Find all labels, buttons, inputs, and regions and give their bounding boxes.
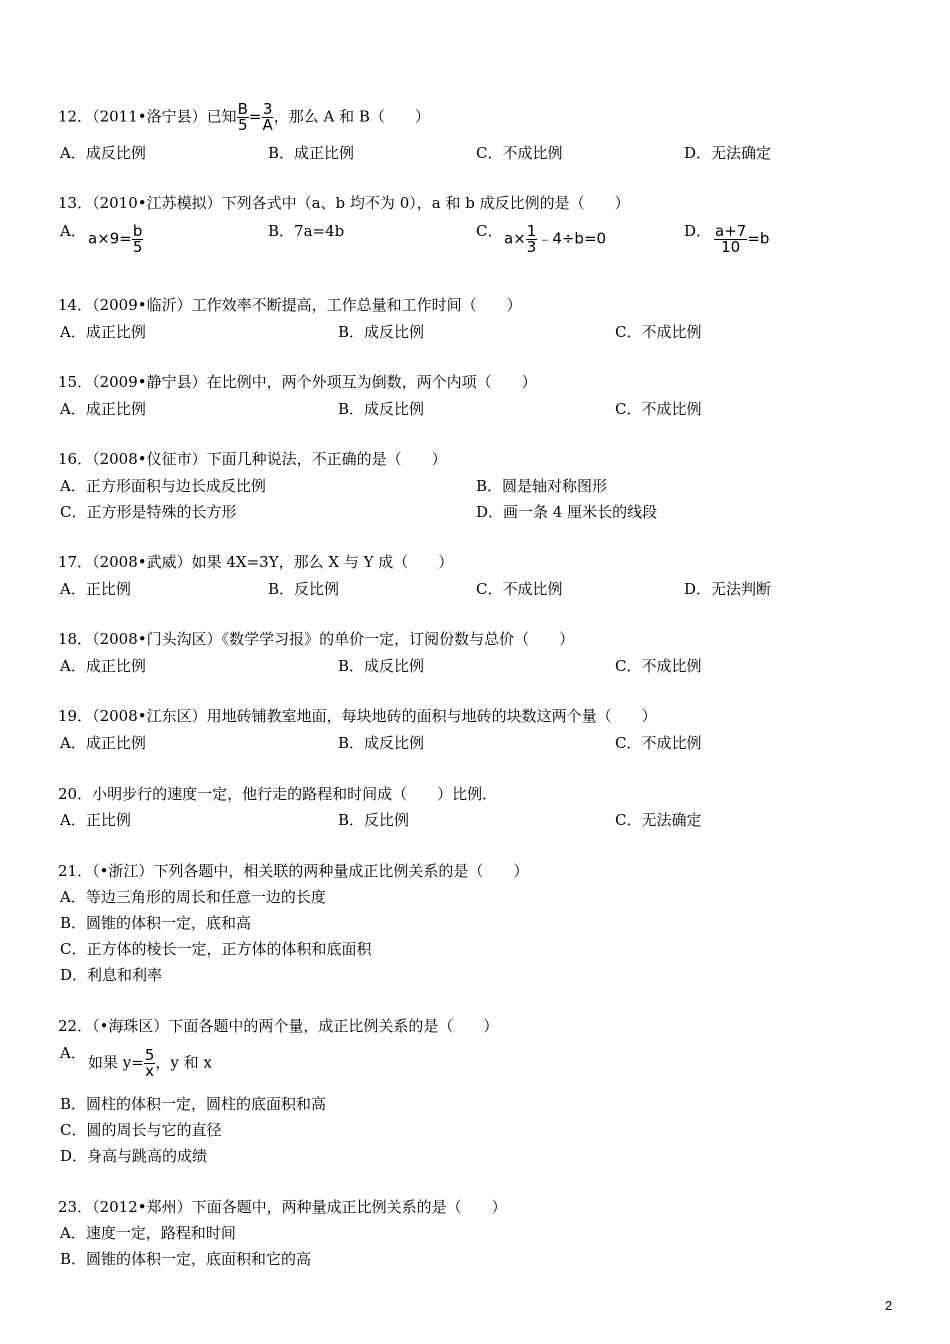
q21-option-d[interactable]: D．利息和利率 — [60, 966, 163, 984]
q20-option-c[interactable]: C．无法确定 — [615, 811, 702, 829]
q15-option-b[interactable]: B．成反比例 — [338, 400, 425, 418]
q22-option-d[interactable]: D．身高与跳高的成绩 — [60, 1147, 208, 1165]
q18-option-b[interactable]: B．成反比例 — [338, 657, 425, 675]
q19-option-c[interactable]: C．不成比例 — [615, 734, 702, 752]
q22-option-a-label[interactable]: A． — [60, 1044, 86, 1062]
fraction-numerator: b — [132, 222, 143, 240]
fraction-numerator: 1 — [526, 222, 537, 240]
question-21-stem: 21．（•浙江）下列各题中，相关联的两种量成正比例关系的是（ ） — [58, 862, 529, 880]
q19-option-a[interactable]: A．成正比例 — [60, 734, 146, 752]
question-13-stem: 13．（2010•江苏模拟）下列各式中（a、b 均不为 0），a 和 b 成反比例的是（ ） — [58, 194, 630, 212]
question-22-stem: 22．（•海珠区）下面各题中的两个量，成正比例关系的是（ ） — [58, 1017, 499, 1035]
q17-option-b[interactable]: B．反比例 — [268, 580, 340, 598]
q22-option-b[interactable]: B．圆柱的体积一定，圆柱的底面积和高 — [60, 1095, 327, 1113]
q17-option-a[interactable]: A．正比例 — [60, 580, 131, 598]
question-14-stem: 14．（2009•临沂）工作效率不断提高，工作总量和工作时间（ ） — [58, 296, 522, 314]
q13-option-b[interactable]: B．7a=4b — [268, 222, 345, 240]
fraction-denominator: x — [145, 1062, 155, 1080]
expression-text: a× — [504, 229, 526, 248]
expression-text: a×9= — [88, 229, 132, 248]
question-18-stem: 18．（2008•门头沟区）《数学学习报》的单价一定，订阅份数与总价（ ） — [58, 630, 575, 648]
expression-text: ，y 和 x — [155, 1053, 212, 1072]
q13-option-a-label[interactable]: A． — [60, 222, 86, 240]
q12-option-a[interactable]: A．成反比例 — [60, 144, 146, 162]
q16-option-c[interactable]: C．正方形是特殊的长方形 — [60, 503, 237, 521]
question-23-stem: 23．（2012•郑州）下面各题中，两种量成正比例关系的是（ ） — [58, 1198, 507, 1216]
page-number: 2 — [885, 1298, 893, 1313]
fraction-a-plus-7-over-10 — [714, 224, 747, 255]
q23-option-a[interactable]: A．速度一定，路程和时间 — [60, 1224, 236, 1242]
question-12-text-a: 12．（2011•洛宁县）已知 — [58, 107, 237, 126]
q13-option-c-expression[interactable] — [504, 224, 606, 255]
fraction-b-over-5 — [237, 102, 249, 133]
question-12-stem — [58, 102, 430, 133]
q15-option-c[interactable]: C．不成比例 — [615, 400, 702, 418]
equals-sign: = — [248, 107, 262, 126]
q21-option-a[interactable]: A．等边三角形的周长和任意一边的长度 — [60, 888, 326, 906]
q12-option-d[interactable]: D．无法确定 — [684, 144, 772, 162]
fraction-denominator: 3 — [526, 238, 537, 256]
q12-option-c[interactable]: C．不成比例 — [476, 144, 563, 162]
q18-option-a[interactable]: A．成正比例 — [60, 657, 146, 675]
q13-option-d-expression[interactable] — [714, 224, 769, 255]
fraction-denominator: A — [262, 116, 273, 134]
expression-text: =b — [747, 229, 770, 248]
fraction-denominator: 5 — [132, 238, 143, 256]
q18-option-c[interactable]: C．不成比例 — [615, 657, 702, 675]
fraction-denominator: 10 — [721, 238, 741, 256]
q14-option-b[interactable]: B．成反比例 — [338, 323, 425, 341]
q23-option-b[interactable]: B．圆锥的体积一定，底面积和它的高 — [60, 1250, 312, 1268]
q15-option-a[interactable]: A．成正比例 — [60, 400, 146, 418]
q22-option-c[interactable]: C．圆的周长与它的直径 — [60, 1121, 222, 1139]
fraction-numerator: B — [237, 100, 248, 118]
q12-option-b[interactable]: B．成正比例 — [268, 144, 355, 162]
q16-option-b[interactable]: B．圆是轴对称图形 — [476, 477, 608, 495]
fraction-5-over-x — [144, 1048, 156, 1079]
expression-text: ﹣4÷b=0 — [537, 229, 607, 248]
fraction-b-over-5 — [132, 224, 144, 255]
q17-option-d[interactable]: D．无法判断 — [684, 580, 772, 598]
q21-option-b[interactable]: B．圆锥的体积一定，底和高 — [60, 914, 252, 932]
q20-option-a[interactable]: A．正比例 — [60, 811, 131, 829]
question-12-text-b: ，那么 A 和 B（ ） — [273, 107, 430, 126]
q20-option-b[interactable]: B．反比例 — [338, 811, 410, 829]
fraction-3-over-a — [261, 102, 273, 133]
q13-option-a-expression[interactable] — [88, 224, 143, 255]
question-15-stem: 15．（2009•静宁县）在比例中，两个外项互为倒数，两个内项（ ） — [58, 373, 537, 391]
question-17-stem: 17．（2008•武威）如果 4X=3Y，那么 X 与 Y 成（ ） — [58, 553, 454, 571]
fraction-denominator: 5 — [237, 116, 248, 134]
question-16-stem: 16．（2008•仪征市）下面几种说法，不正确的是（ ） — [58, 450, 447, 468]
q17-option-c[interactable]: C．不成比例 — [476, 580, 563, 598]
q19-option-b[interactable]: B．成反比例 — [338, 734, 425, 752]
q14-option-c[interactable]: C．不成比例 — [615, 323, 702, 341]
fraction-numerator: a+7 — [715, 222, 747, 240]
question-20-stem: 20．小明步行的速度一定，他行走的路程和时间成（ ）比例． — [58, 785, 498, 803]
q14-option-a[interactable]: A．成正比例 — [60, 323, 146, 341]
expression-text: 如果 y= — [88, 1053, 144, 1072]
fraction-numerator: 5 — [144, 1046, 155, 1064]
fraction-1-over-3 — [526, 224, 538, 255]
q13-option-c-label[interactable]: C． — [476, 222, 503, 240]
q21-option-c[interactable]: C．正方体的棱长一定，正方体的体积和底面积 — [60, 940, 372, 958]
fraction-numerator: 3 — [262, 100, 273, 118]
q13-option-d-label[interactable]: D． — [684, 222, 712, 240]
q22-option-a-expression[interactable] — [88, 1048, 212, 1079]
q16-option-a[interactable]: A．正方形面积与边长成反比例 — [60, 477, 266, 495]
q16-option-d[interactable]: D．画一条 4 厘米长的线段 — [476, 503, 658, 521]
question-19-stem: 19．（2008•江东区）用地砖铺教室地面，每块地砖的面积与地砖的块数这两个量（ ） — [58, 707, 657, 725]
